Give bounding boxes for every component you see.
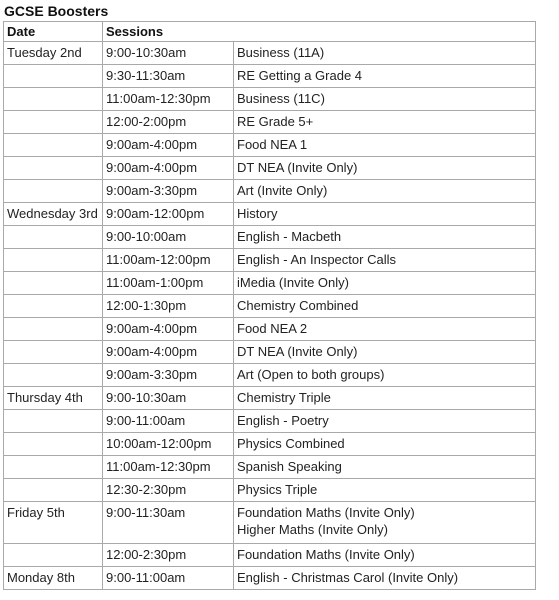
session-cell: English - Christmas Carol (Invite Only) bbox=[234, 567, 536, 590]
time-cell: 9:30-11:30am bbox=[103, 65, 234, 88]
session-label: Foundation Maths (Invite Only) bbox=[237, 505, 415, 520]
time-cell: 12:00-2:30pm bbox=[103, 544, 234, 567]
table-row bbox=[4, 180, 536, 203]
session-cell: History bbox=[234, 203, 536, 226]
date-cell bbox=[4, 295, 103, 318]
table-row bbox=[4, 111, 536, 134]
session-cell: Art (Open to both groups) bbox=[234, 364, 536, 387]
date-cell bbox=[4, 479, 103, 502]
time-cell: 12:00-1:30pm bbox=[103, 295, 234, 318]
time-cell: 9:00am-4:00pm bbox=[103, 157, 234, 180]
table-row bbox=[4, 157, 536, 180]
table-row bbox=[4, 387, 536, 410]
date-cell: Monday 8th bbox=[4, 567, 103, 590]
time-cell: 11:00am-12:30pm bbox=[103, 88, 234, 111]
table-row bbox=[4, 226, 536, 249]
session-label-secondary: Higher Maths (Invite Only) bbox=[237, 522, 388, 537]
time-cell: 9:00am-12:00pm bbox=[103, 203, 234, 226]
sessions-table bbox=[3, 21, 536, 590]
time-cell: 9:00am-3:30pm bbox=[103, 180, 234, 203]
session-cell: Spanish Speaking bbox=[234, 456, 536, 479]
table-row bbox=[4, 502, 536, 544]
sessions-header: Sessions bbox=[103, 22, 536, 42]
session-cell: English - An Inspector Calls bbox=[234, 249, 536, 272]
time-cell: 9:00-10:30am bbox=[103, 387, 234, 410]
time-cell: 12:30-2:30pm bbox=[103, 479, 234, 502]
table-body bbox=[4, 42, 536, 590]
session-cell: iMedia (Invite Only) bbox=[234, 272, 536, 295]
date-cell: Tuesday 2nd bbox=[4, 42, 103, 65]
session-cell: Food NEA 1 bbox=[234, 134, 536, 157]
table-row bbox=[4, 364, 536, 387]
session-cell: RE Grade 5+ bbox=[234, 111, 536, 134]
session-cell: English - Poetry bbox=[234, 410, 536, 433]
table-header-row bbox=[4, 22, 536, 42]
time-cell: 11:00am-12:30pm bbox=[103, 456, 234, 479]
date-cell bbox=[4, 410, 103, 433]
session-cell bbox=[234, 502, 536, 544]
date-cell bbox=[4, 364, 103, 387]
date-cell: Friday 5th bbox=[4, 502, 103, 544]
date-cell bbox=[4, 157, 103, 180]
date-cell bbox=[4, 318, 103, 341]
date-cell bbox=[4, 341, 103, 364]
session-cell: Chemistry Triple bbox=[234, 387, 536, 410]
table-row bbox=[4, 479, 536, 502]
session-cell: Chemistry Combined bbox=[234, 295, 536, 318]
table-row bbox=[4, 65, 536, 88]
table-row bbox=[4, 272, 536, 295]
date-cell bbox=[4, 544, 103, 567]
date-cell bbox=[4, 111, 103, 134]
session-cell: Art (Invite Only) bbox=[234, 180, 536, 203]
table-row bbox=[4, 433, 536, 456]
session-cell: Foundation Maths (Invite Only) bbox=[234, 544, 536, 567]
table-row bbox=[4, 42, 536, 65]
session-cell: DT NEA (Invite Only) bbox=[234, 341, 536, 364]
date-header: Date bbox=[4, 22, 103, 42]
time-cell: 9:00-11:00am bbox=[103, 410, 234, 433]
table-row bbox=[4, 203, 536, 226]
date-cell bbox=[4, 65, 103, 88]
table-row bbox=[4, 544, 536, 567]
session-cell: Physics Triple bbox=[234, 479, 536, 502]
time-cell: 9:00am-3:30pm bbox=[103, 364, 234, 387]
table-row bbox=[4, 88, 536, 111]
table-row bbox=[4, 410, 536, 433]
date-cell bbox=[4, 433, 103, 456]
session-cell: Business (11A) bbox=[234, 42, 536, 65]
date-cell: Wednesday 3rd bbox=[4, 203, 103, 226]
table-row bbox=[4, 567, 536, 590]
session-cell: RE Getting a Grade 4 bbox=[234, 65, 536, 88]
table-row bbox=[4, 249, 536, 272]
time-cell: 9:00am-4:00pm bbox=[103, 341, 234, 364]
date-cell bbox=[4, 456, 103, 479]
time-cell: 9:00am-4:00pm bbox=[103, 134, 234, 157]
time-cell: 11:00am-1:00pm bbox=[103, 272, 234, 295]
time-cell: 9:00am-4:00pm bbox=[103, 318, 234, 341]
time-cell: 9:00-11:00am bbox=[103, 567, 234, 590]
date-cell bbox=[4, 272, 103, 295]
session-cell: DT NEA (Invite Only) bbox=[234, 157, 536, 180]
time-cell: 9:00-10:30am bbox=[103, 42, 234, 65]
table-row bbox=[4, 456, 536, 479]
session-cell: Business (11C) bbox=[234, 88, 536, 111]
table-row bbox=[4, 134, 536, 157]
time-cell: 10:00am-12:00pm bbox=[103, 433, 234, 456]
table-row bbox=[4, 318, 536, 341]
date-cell: Thursday 4th bbox=[4, 387, 103, 410]
time-cell: 9:00-10:00am bbox=[103, 226, 234, 249]
session-cell: English - Macbeth bbox=[234, 226, 536, 249]
date-cell bbox=[4, 249, 103, 272]
time-cell: 9:00-11:30am bbox=[103, 502, 234, 544]
session-cell: Food NEA 2 bbox=[234, 318, 536, 341]
date-cell bbox=[4, 134, 103, 157]
date-cell bbox=[4, 88, 103, 111]
time-cell: 11:00am-12:00pm bbox=[103, 249, 234, 272]
table-row bbox=[4, 295, 536, 318]
page-title: GCSE Boosters bbox=[4, 3, 109, 19]
date-cell bbox=[4, 226, 103, 249]
session-cell: Physics Combined bbox=[234, 433, 536, 456]
time-cell: 12:00-2:00pm bbox=[103, 111, 234, 134]
table-row bbox=[4, 341, 536, 364]
date-cell bbox=[4, 180, 103, 203]
